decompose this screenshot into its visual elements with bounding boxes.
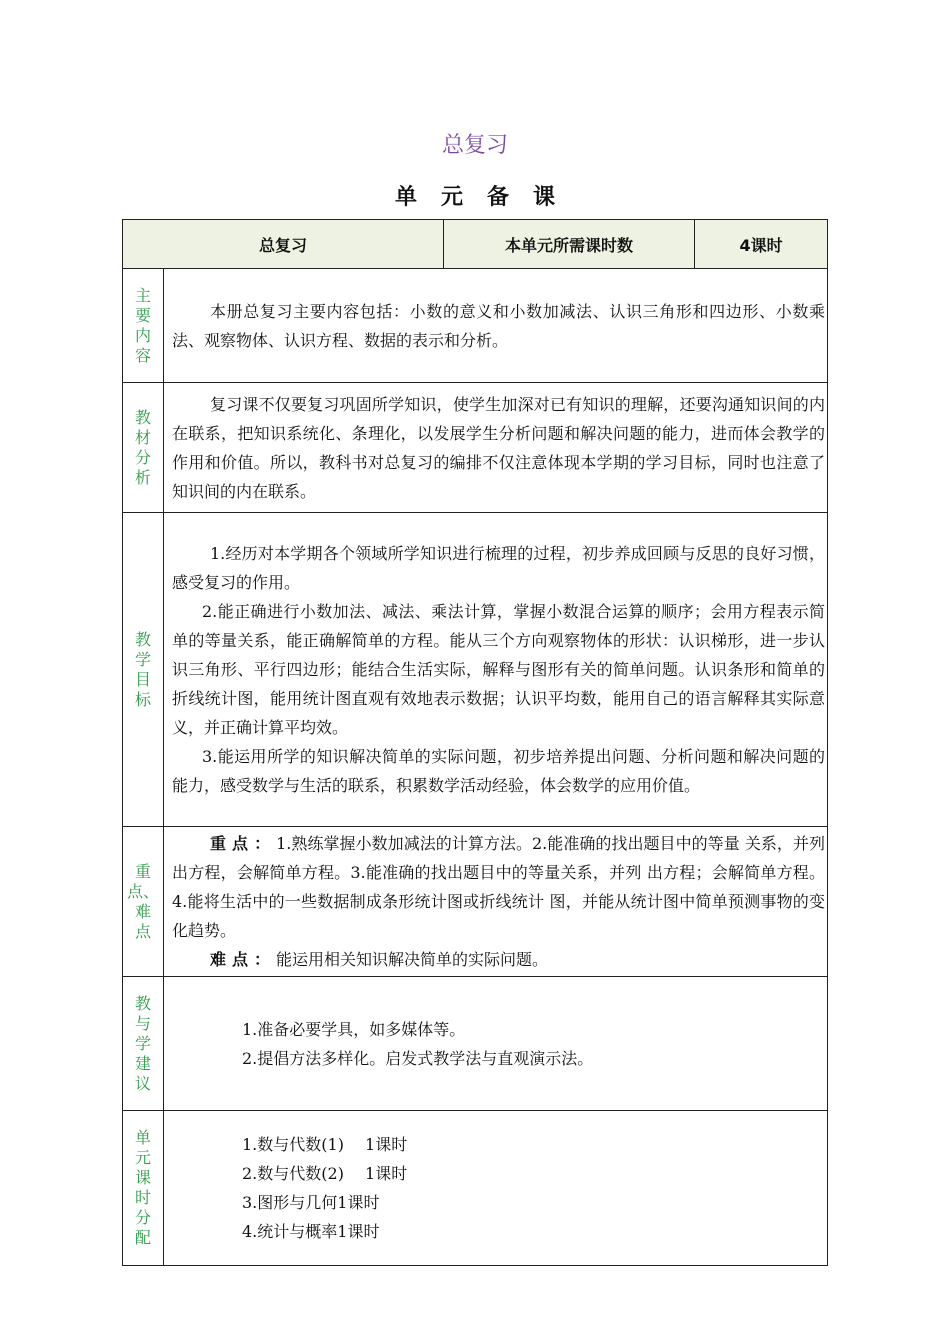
- key-text: 1.熟练掌握小数加减法的计算方法。2.能准确的找出题目中的等量 关系，并列出方程，会解简单方程。3.能准确的找出题目中的等量关系，并列 出方程；会解简单方程。4.能将生活中的一些数据制成条形统计图或折线统计 图，并能从统计图中简单预测事物的变化趋势。: [172, 834, 826, 940]
- goal-item: 3.能运用所学的知识解决简单的实际问题，初步培养提出问题、分析问题和解决问题的能力，感受数学与生活的联系，积累数学活动经验，体会数学的应用价值。: [172, 747, 826, 795]
- key-points-label: 重 点、 难 点: [123, 827, 164, 977]
- goal-item: 2.能正确进行小数加法、减法、乘法计算，掌握小数混合运算的顺序；会用方程表示简单的等量关系，能正确解简单的方程。能从三个方向观察物体的形状：认识梯形，进一步认识三角形、平行四边形；能结合生活实际，解释与图形有关的简单问题。认识条形和简单的折线统计图，能用统计图直观有效地表示数据；认识平均数，能用自己的语言解释其实际意义，并正确计算平均效。: [172, 602, 826, 737]
- header-row: [123, 220, 828, 269]
- main-content-text: 本册总复习主要内容包括：小数的意义和小数加减法、认识三角形和四边形、小数乘法、观察物体、认识方程、数据的表示和分析。: [164, 269, 828, 383]
- difficult-text: 能运用相关知识解决简单的实际问题。: [276, 950, 549, 969]
- suggestion-item: 2.提倡方法多样化。启发式教学法与直观演示法。: [242, 1048, 594, 1068]
- suggestions-text: [164, 977, 828, 1111]
- schedule-row: [123, 1111, 828, 1266]
- suggestion-item: 1.准备必要学具，如多媒体等。: [242, 1019, 466, 1039]
- analysis-row: [123, 383, 828, 513]
- hours-label-cell: 本单元所需课时数: [444, 220, 695, 269]
- schedule-label: 单 元 课 时 分 配: [123, 1111, 164, 1266]
- key-points-row: [123, 827, 828, 977]
- difficult-label: 难点：: [210, 950, 277, 969]
- analysis-text: 复习课不仅要复习巩固所学知识，使学生加深对已有知识的理解，还要沟通知识间的内在联系，把知识系统化、条理化，以发展学生分析问题和解决问题的能力，进而体会教学的作用和价值。所以，教科书对总复习的编排不仅注意体现本学期的学习目标，同时也注意了知识间的内在联系。: [164, 383, 828, 513]
- goal-item: 1.经历对本学期各个领域所学知识进行梳理的过程，初步养成回顾与反思的良好习惯，感受复习的作用。: [172, 544, 826, 592]
- page-subtitle: 单元备课: [394, 185, 579, 210]
- unit-plan-table: [122, 219, 828, 1266]
- goals-text: [164, 513, 828, 827]
- key-label: 重点：: [210, 834, 277, 853]
- goals-label: 教 学 目 标: [123, 513, 164, 827]
- schedule-item: 4.统计与概率1课时: [242, 1222, 380, 1241]
- main-content-label: 主 要 内 容: [123, 269, 164, 383]
- main-content-row: [123, 269, 828, 383]
- schedule-text: [164, 1111, 828, 1266]
- goals-row: [123, 513, 828, 827]
- analysis-label: 教 材 分 析: [123, 383, 164, 513]
- schedule-item: 1.数与代数(1) 1课时: [242, 1135, 408, 1154]
- page-title: 总复习: [441, 133, 508, 158]
- schedule-item: 3.图形与几何1课时: [242, 1193, 380, 1212]
- hours-value-cell: 4课时: [695, 220, 828, 269]
- key-points-text: [164, 827, 828, 977]
- unit-name-cell: 总复习: [123, 220, 444, 269]
- suggestions-row: [123, 977, 828, 1111]
- suggestions-label: 教 与 学 建 议: [123, 977, 164, 1111]
- schedule-item: 2.数与代数(2) 1课时: [242, 1164, 408, 1183]
